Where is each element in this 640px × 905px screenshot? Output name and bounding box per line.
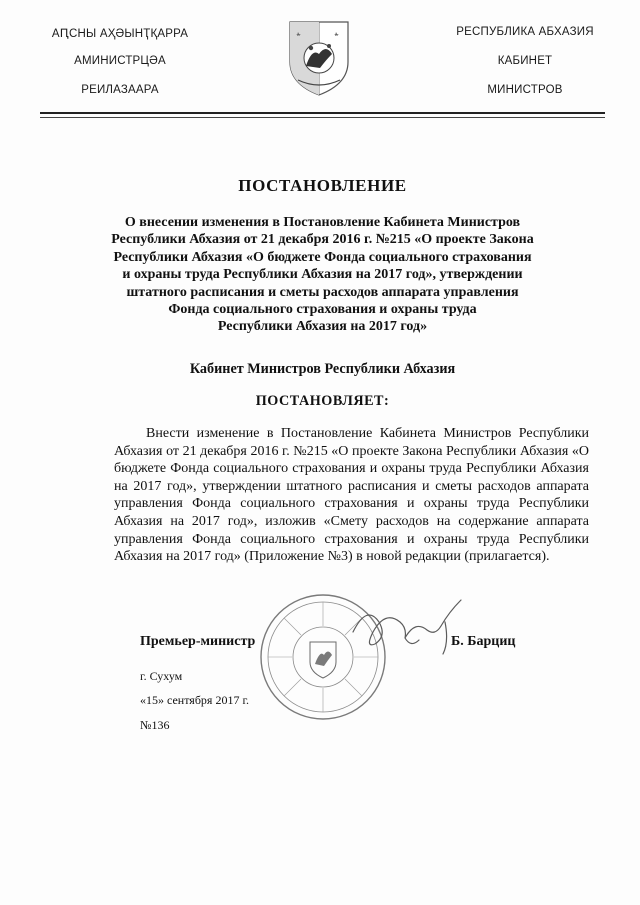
document-subject (40, 214, 605, 336)
document-number: №136 (140, 718, 170, 732)
date-of-issue: «15» сентября 2017 г. (140, 693, 250, 707)
handwritten-signature-icon (345, 592, 480, 662)
document-type-title: ПОСТАНОВЛЕНИЕ (238, 176, 407, 195)
subject-line: Республики Абхазия на 2017 год» (217, 319, 428, 335)
signatory-name: Б. Барциц (451, 634, 516, 649)
header-right-line-3: МИНИСТРОВ (487, 84, 563, 96)
subject-line: и охраны труда Республики Абхазия на 2017 год», утверждении (122, 267, 523, 283)
subject-line: штатного расписания и сметы расходов аппарата управления (126, 284, 519, 300)
header-left-line-3: РЕИЛАЗААРА (81, 84, 159, 96)
subject-line: Республики Абхазия «О бюджете Фонда социального страхования (113, 249, 532, 265)
subject-line: Республики Абхазия от 21 декабря 2016 г. №215 «О проекте Закона (111, 232, 534, 248)
header-right-line-2: КАБИНЕТ (497, 55, 553, 67)
issuing-authority: Кабинет Министров Республики Абхазия (189, 361, 456, 377)
place-of-issue: г. Сухум (140, 669, 183, 683)
header-divider-thin (40, 117, 605, 118)
resolves-heading: ПОСТАНОВЛЯЕТ: (255, 393, 390, 409)
header-left-line-1: АԤСНЫ АҲӘЫНҬҚАРРА (51, 28, 189, 40)
subject-line: Фонда социального страхования и охраны труда (168, 302, 477, 318)
header-right-line-1: РЕСПУБЛИКА АБХАЗИЯ (456, 26, 594, 38)
state-emblem-icon (286, 18, 352, 98)
subject-line: О внесении изменения в Постановление Кабинета Министров (124, 215, 521, 230)
header-divider-thick (40, 112, 605, 114)
signatory-position: Премьер-министр (140, 634, 256, 649)
resolution-body: Внести изменение в Постановление Кабинета Министров Республики Абхазия от 21 декабря 2016 г. №215 «О проекте Закона Республики Абхазия «О бюджете Фонда социального страхования и охраны труда Республики Абхазия на 2017 год», утверждении штатного расписания и сметы расходов аппарата управления Фонда социального страхования и охраны труда Республики Абхазия на 2017 год», изложив «Смету расходов на содержание аппарата управления Фонда социального страхования и охраны труда Республики Абхазия на 2017 год» (Приложение №3) в новой редакции (прилагается). (114, 426, 589, 565)
header-left-line-2: АМИНИСТРЦӘА (74, 55, 166, 67)
